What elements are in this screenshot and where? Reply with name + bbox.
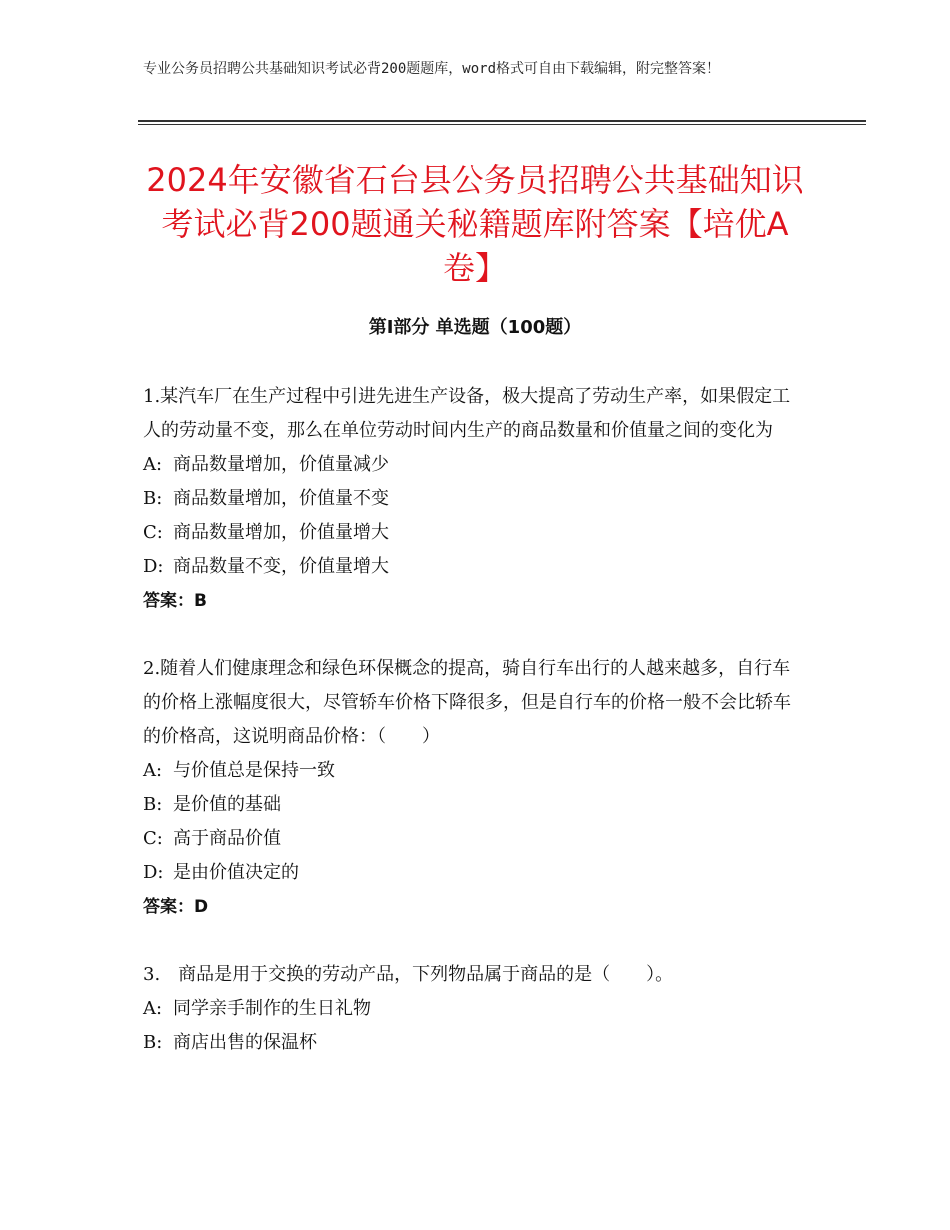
question-stem: 2.随着人们健康理念和绿色环保概念的提高，骑自行车出行的人越来越多，自行车的价格上涨幅度很大，尽管轿车价格下降很多，但是自行车的价格一般不会比轿车的价格高，这说明商品价格：（ ） bbox=[143, 658, 791, 747]
option-a bbox=[143, 754, 808, 788]
option-b bbox=[143, 788, 808, 822]
option-key: A: bbox=[143, 760, 163, 781]
option-b bbox=[143, 1026, 808, 1060]
option-key: A: bbox=[143, 454, 163, 475]
option-key: B: bbox=[143, 488, 163, 509]
header-divider bbox=[138, 120, 866, 125]
question-list bbox=[143, 380, 808, 1094]
option-key: C: bbox=[143, 522, 163, 543]
option-c bbox=[143, 516, 808, 550]
option-text: 商品数量不变，价值量增大 bbox=[173, 556, 389, 577]
option-text: 是价值的基础 bbox=[173, 794, 281, 815]
option-key: A: bbox=[143, 998, 163, 1019]
option-text: 是由价值决定的 bbox=[173, 862, 299, 883]
option-b bbox=[143, 482, 808, 516]
option-text: 同学亲手制作的生日礼物 bbox=[173, 998, 371, 1019]
option-text: 商店出售的保温杯 bbox=[173, 1032, 317, 1053]
option-key: D: bbox=[143, 556, 164, 577]
option-text: 商品数量增加，价值量不变 bbox=[173, 488, 389, 509]
option-text: 高于商品价值 bbox=[173, 828, 281, 849]
header-divider-thick bbox=[138, 120, 866, 122]
option-a bbox=[143, 448, 808, 482]
option-d bbox=[143, 550, 808, 584]
answer-line: 答案：D bbox=[143, 897, 209, 917]
header-divider-thin bbox=[138, 124, 866, 125]
question-stem: 1.某汽车厂在生产过程中引进先进生产设备，极大提高了劳动生产率，如果假定工人的劳动量不变，那么在单位劳动时间内生产的商品数量和价值量之间的变化为 bbox=[143, 386, 791, 441]
option-key: D: bbox=[143, 862, 164, 883]
answer-line: 答案：B bbox=[143, 591, 207, 611]
question-2 bbox=[143, 652, 808, 924]
question-3 bbox=[143, 958, 808, 1060]
option-text: 商品数量增加，价值量减少 bbox=[173, 454, 389, 475]
question-stem: 3. 商品是用于交换的劳动产品，下列物品属于商品的是（ ）。 bbox=[143, 964, 674, 985]
document-title: 2024年安徽省石台县公务员招聘公共基础知识考试必背200题通关秘籍题库附答案【培优A卷】 bbox=[146, 161, 804, 287]
option-d bbox=[143, 856, 808, 890]
option-text: 商品数量增加，价值量增大 bbox=[173, 522, 389, 543]
question-1 bbox=[143, 380, 808, 618]
header-note: 专业公务员招聘公共基础知识考试必背200题题库，word格式可自由下载编辑，附完整答案！ bbox=[143, 61, 720, 77]
option-key: B: bbox=[143, 794, 163, 815]
option-c bbox=[143, 822, 808, 856]
option-key: C: bbox=[143, 828, 163, 849]
option-text: 与价值总是保持一致 bbox=[173, 760, 335, 781]
option-a bbox=[143, 992, 808, 1026]
section-heading: 第Ⅰ部分 单选题（100题） bbox=[368, 317, 582, 338]
option-key: B: bbox=[143, 1032, 163, 1053]
